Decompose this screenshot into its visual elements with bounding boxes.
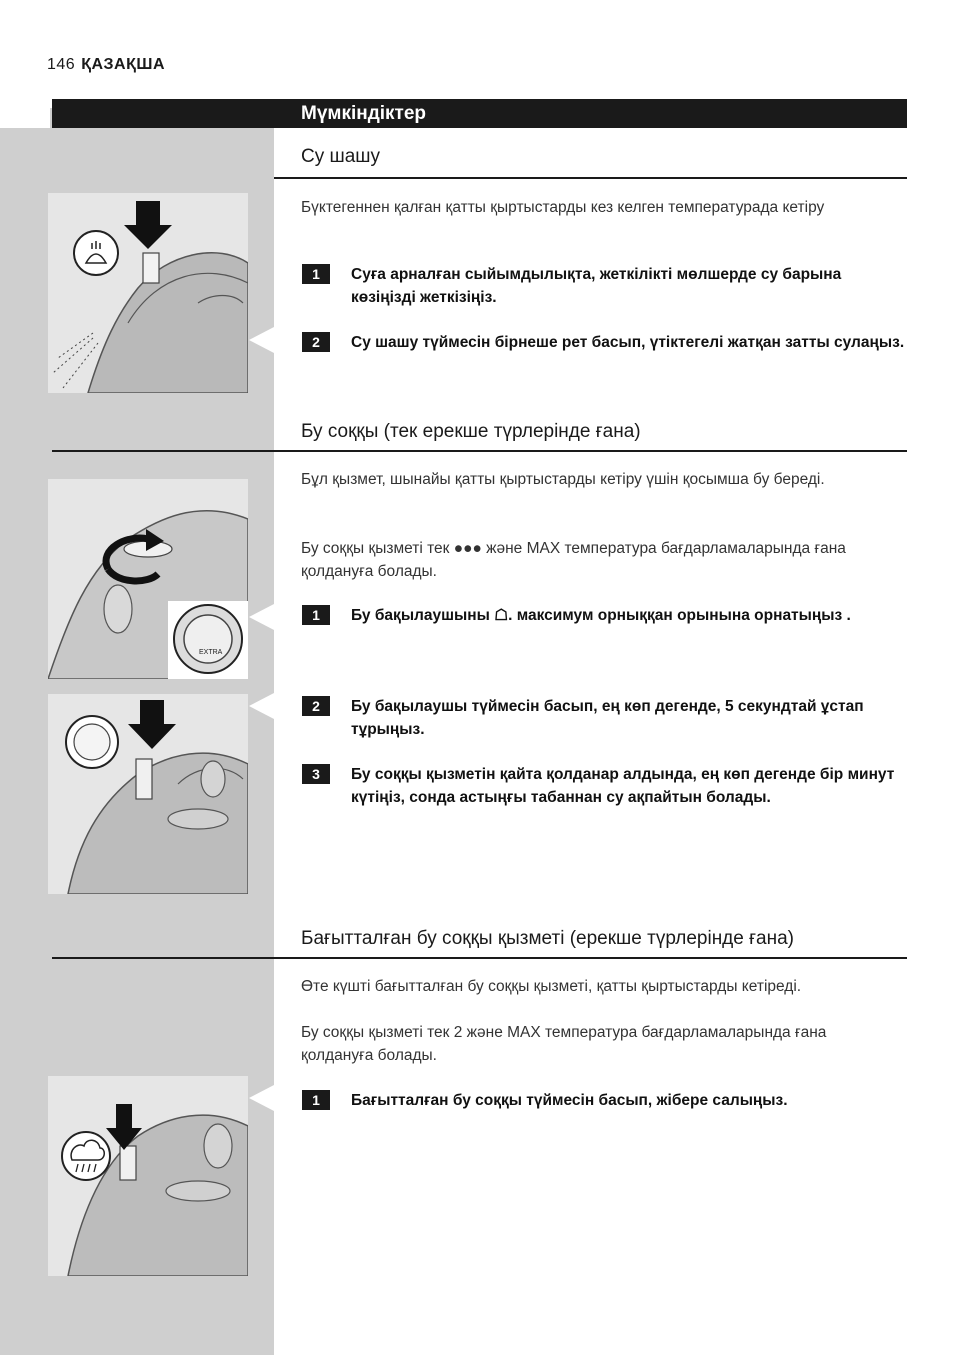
dial-label: EXTRA xyxy=(199,649,223,656)
illustration-steam-shot xyxy=(48,694,248,894)
section-intro: Өте күшті бағытталған бу соққы қызметі, қатты қыртыстарды кетіреді. xyxy=(301,978,802,995)
step-text: Су шашу түймесін бірнеше рет басып, үтіктегелі жатқан затты сулаңыз. xyxy=(351,334,905,351)
steam-dial-icon xyxy=(168,601,248,679)
section-note: Бу соққы қызметі тек ●●● және MAX температура бағдарламаларында ғана қолдануға болады. xyxy=(301,540,846,580)
step-number: 2 xyxy=(302,696,330,716)
page-number: 146 xyxy=(47,56,76,73)
callout-pointer xyxy=(249,327,274,353)
step-number: 2 xyxy=(302,332,330,352)
down-arrow-icon xyxy=(124,201,172,249)
callout-pointer xyxy=(249,1085,274,1111)
step-number: 1 xyxy=(302,264,330,284)
section-note: Бу соққы қызметі тек 2 және MAX температура бағдарламаларында ғана қолдануға болады. xyxy=(301,1024,827,1064)
section-title-steam-shot: Бу соққы (тек ерекше түрлерінде ғана) xyxy=(301,421,641,442)
step-text: Суға арналған сыйымдылықта, жеткілікті мөлшерде су барына көзіңізді жеткізіңіз. xyxy=(351,266,842,306)
step-text: Бу бақылаушы түймесін басып, ең көп дегенде, 5 секундтай ұстап тұрыңыз. xyxy=(351,698,864,738)
language-label: ҚАЗАҚША xyxy=(81,56,165,73)
down-arrow-icon xyxy=(128,700,176,749)
step-number: 1 xyxy=(302,1090,330,1110)
step-text: Бу бақылаушыны ☖. максимум орныққан орынына орнатыңыз . xyxy=(351,607,851,624)
callout-pointer xyxy=(249,693,274,719)
spray-icon xyxy=(74,231,118,275)
illustration-vertical-steam xyxy=(48,1076,248,1276)
section-banner xyxy=(52,99,907,128)
section-rule xyxy=(274,177,907,179)
callout-pointer xyxy=(249,604,274,630)
illustration-spray xyxy=(48,193,248,393)
step-text: Бу соққы қызметін қайта қолданар алдында, ең көп дегенде бір минут күтіңіз, сонда астыңғы табаннан су ақпайтын болады. xyxy=(351,766,895,806)
illustration-steam-dial xyxy=(48,479,248,679)
section-rule xyxy=(52,450,907,452)
banner-gap xyxy=(0,108,50,128)
section-intro: Бұл қызмет, шынайы қатты қыртыстарды кетіру үшін қосымша бу береді. xyxy=(301,471,825,488)
section-rule xyxy=(52,957,907,959)
section-title-vertical-steam: Бағытталған бу соққы қызметі (ерекше түрлерінде ғана) xyxy=(301,928,794,949)
section-intro: Бүктегеннен қалған қатты қыртыстарды кез келген температурада кетіру xyxy=(301,199,825,216)
steam-shot-icon xyxy=(66,716,118,768)
step-text: Бағытталған бу соққы түймесін басып, жібере салыңыз. xyxy=(351,1092,788,1109)
vertical-steam-icon xyxy=(62,1132,110,1180)
banner-title: Мүмкіндіктер xyxy=(301,103,427,124)
step-number: 3 xyxy=(302,764,330,784)
page-header xyxy=(47,56,165,74)
section-title-spray: Су шашу xyxy=(301,146,381,167)
step-number: 1 xyxy=(302,605,330,625)
